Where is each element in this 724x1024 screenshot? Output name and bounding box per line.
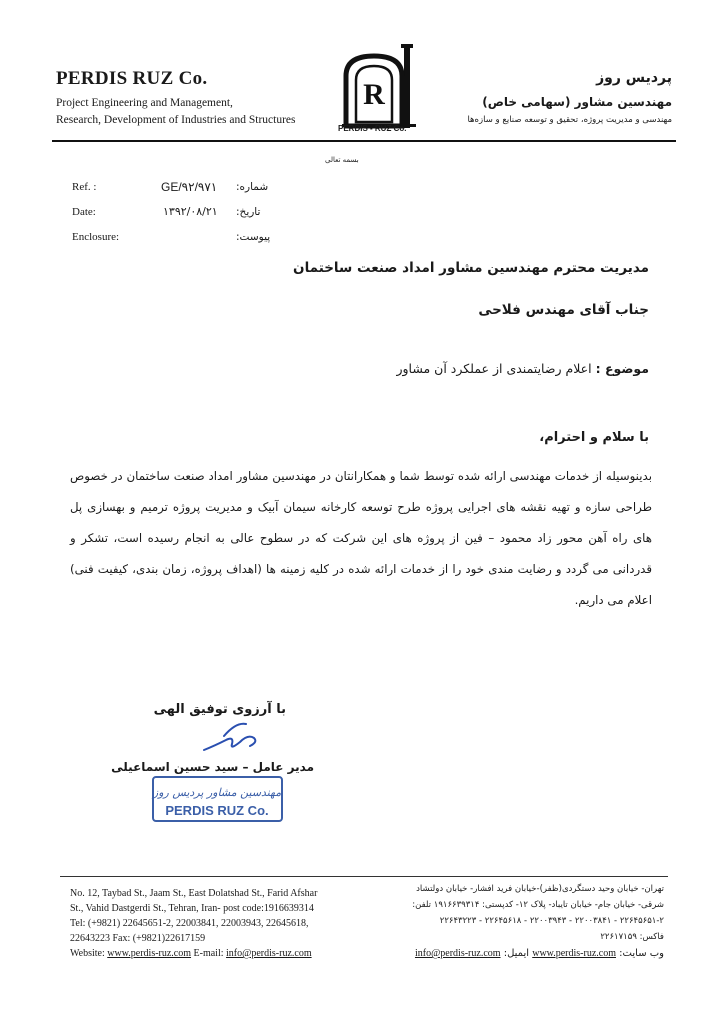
company-name-en: PERDIS RUZ Co. <box>56 68 208 89</box>
footer-address-en-2: St., Vahid Dastgerdi St., Tehran, Iran- post code:1916639314 <box>70 903 314 914</box>
footer-contact-fa <box>415 948 664 959</box>
company-tagline-fa-2: مهندسی و مدیریت پروژه، تحقیق و توسعه صنایع و سازه‌ها <box>467 115 672 125</box>
footer-divider <box>60 876 668 877</box>
subject-line <box>396 361 649 376</box>
company-tagline-fa-1: مهندسین مشاور (سهامی خاص) <box>482 95 672 109</box>
letter-date: ۱۳۹۲/۰۸/۲۱ <box>163 205 218 218</box>
date-label-fa: تاریخ: <box>236 206 261 218</box>
logo-caption: PERDIS - RUZ Co. <box>338 124 407 133</box>
enclosure-label-fa: پیوست: <box>236 231 271 243</box>
footer-contact-en <box>70 948 312 959</box>
footer-address-fa-2: شرقی- خیابان جام- خیابان تایباد- پلاک ۱۲- کدپستی: ۱۹۱۶۶۳۹۳۱۴ تلفن: <box>412 900 664 910</box>
footer-tel-fax-en: 22643223 Fax: (+9821)22617159 <box>70 933 206 944</box>
footer-address-fa-1: تهران- خیابان وحید دستگردی(ظفر)-خیابان فرید افشار- خیابان دولتشاد <box>416 884 664 894</box>
header-divider <box>52 140 676 142</box>
subject-label: موضوع : <box>595 361 649 376</box>
footer-address-en-1: No. 12, Taybad St., Jaam St., East Dolatshad St., Farid Afshar <box>70 888 318 899</box>
bismillah: بسمه تعالی <box>325 156 359 164</box>
svg-text:R: R <box>363 78 385 111</box>
website-link-fa[interactable]: www.perdis-ruz.com <box>532 948 616 959</box>
company-tagline-en-2: Research, Development of Industries and Structures <box>56 114 296 126</box>
stamp-text-fa: مهندسین مشاور پردیس روز <box>152 786 282 799</box>
email-link-en[interactable]: info@perdis-ruz.com <box>226 948 312 959</box>
closing-phrase: با آرزوی توفیق الهی <box>153 702 286 717</box>
company-stamp <box>150 774 285 824</box>
footer-tel-fa: ۲۲۶۴۵۶۵۱-۲ - ۲۲۰۰۳۸۴۱ - ۲۲۰۰۳۹۴۳ - ۲۲۶۴۵۶۱۸ - ۲۲۶۴۳۲۲۳ <box>439 916 664 926</box>
email-label-fa: ایمیل: <box>500 948 533 959</box>
ref-label-en: Ref. : <box>72 181 97 193</box>
stamp-text-en: PERDIS RUZ Co. <box>165 803 269 818</box>
letter-body: بدینوسیله از خدمات مهندسی ارائه شده توسط شما و همکارانتان در مهندسین مشاور امداد صنعت ساختمان در خصوص طراحی سازه و تهیه نقشه های اجرایی پروژه طرح توسعه کارخانه سیمان آبیک و مدیریت پروژه ترمیم و بهسازی پل های راه آهن محور زاد محمود – فین از پروژه های این شرکت که در سطوح عالی به انجام رسیده است، تشکر و قدردانی می گردد و رضایت مندی خود را از خدمات ارائه شده در کلیه زمینه ها (اهداف پروژه، زمان بندی، کیفیت فنی) اعلام می داریم. <box>70 469 652 607</box>
website-label-fa: وب سایت: <box>616 948 664 959</box>
company-name-fa: پردیس روز <box>596 70 672 86</box>
footer-fax-fa: فاکس: ۲۲۶۱۷۱۵۹ <box>600 932 664 942</box>
enclosure-label-en: Enclosure: <box>72 231 120 243</box>
greeting: با سلام و احترام، <box>539 430 649 445</box>
ref-number: GE/۹۲/۹۷۱ <box>161 180 218 194</box>
footer-tel-en: Tel: (+9821) 22645651-2, 22003841, 22003943, 22645618, <box>70 918 309 929</box>
signer-name: مدیر عامل – سید حسین اسماعیلی <box>111 760 314 774</box>
subject-text: اعلام رضایتمندی از عملکرد آن مشاور <box>396 361 592 376</box>
website-label-en: Website: <box>70 948 108 959</box>
signature-icon <box>196 716 276 756</box>
email-link-fa[interactable]: info@perdis-ruz.com <box>414 948 501 959</box>
recipient-person: جناب آقای مهندس فلاحی <box>478 302 649 318</box>
website-link-en[interactable]: www.perdis-ruz.com <box>107 948 192 959</box>
email-label-en: E-mail: <box>191 948 227 959</box>
ref-label-fa: شماره: <box>236 181 269 193</box>
company-tagline-en-1: Project Engineering and Management, <box>56 97 233 109</box>
date-label-en: Date: <box>72 206 96 218</box>
recipient-organization: مدیریت محترم مهندسین مشاور امداد صنعت ساختمان <box>293 260 649 276</box>
